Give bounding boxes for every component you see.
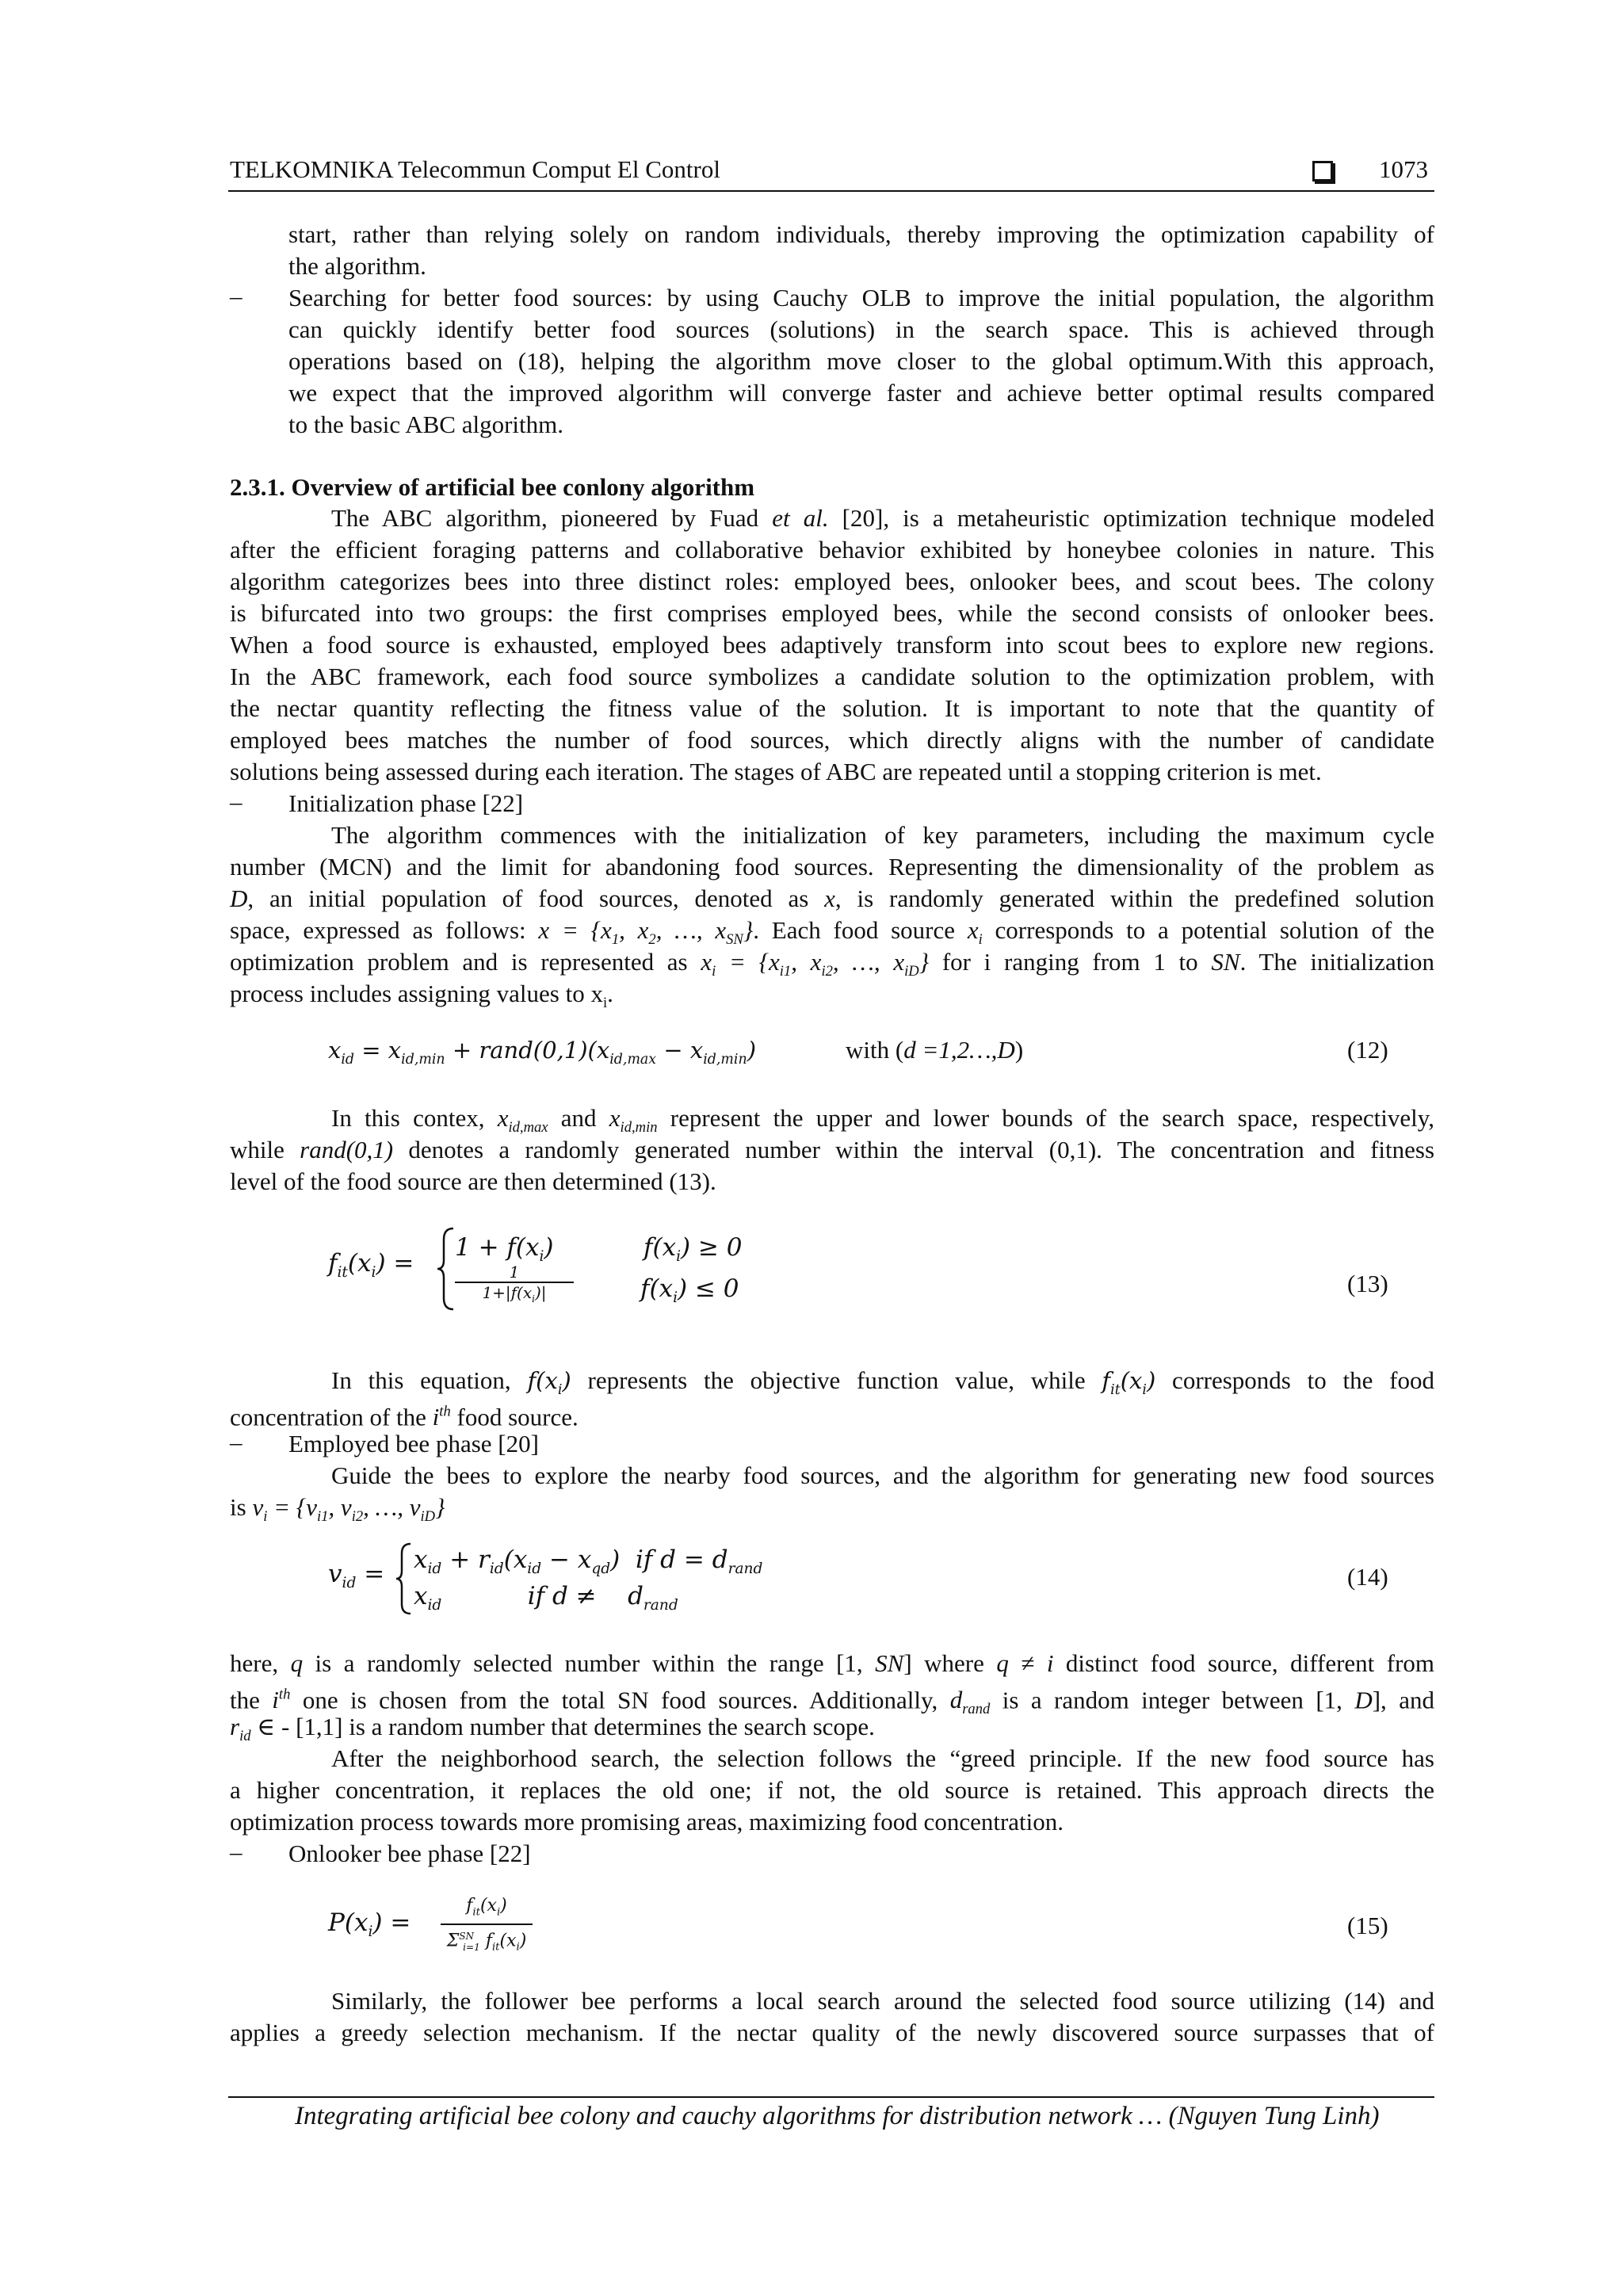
page-number: 1073 (1379, 155, 1428, 183)
text-line: here, q is a randomly selected number within the range [1, SN] where q ≠ i distinct food source, different from (230, 1649, 1435, 1677)
text-line: the $i^{th}$ one is chosen from the total SN food sources. Additionally, $d_{rand}$ is a random integer between [1, D], and (230, 1686, 1434, 1718)
equation-13-fraction (455, 1263, 574, 1308)
text-line: is bifurcated into two groups: the first comprises employed bees, while the second consists of onlooker bees. (230, 599, 1434, 627)
equation-number: (15) (1347, 1912, 1388, 1939)
text-line: The ABC algorithm, pioneered by Fuad et al. [20], is a metaheuristic optimization technique modeled (331, 504, 1434, 532)
equation-15-lhs: $P(x_i)$ = (328, 1908, 411, 1941)
equation-number: (12) (1347, 1036, 1388, 1064)
equation-12-condition: with (d =1,2…,D) (846, 1036, 1024, 1064)
section-heading: 2.3.1. Overview of artificial bee conlony algorithm (230, 473, 755, 501)
text-line: level of the food source are then determined (13). (230, 1167, 716, 1195)
text-line: start, rather than relying solely on random individuals, thereby improving the optimization capability of (288, 220, 1434, 248)
left-brace-icon (393, 1541, 415, 1617)
footer-rule (228, 2096, 1434, 2098)
text-line: we expect that the improved algorithm will converge faster and achieve better optimal results compared (288, 379, 1434, 407)
text-line: while rand(0,1) denotes a randomly generated number within the interval (0,1). The concentration and fitness (230, 1136, 1435, 1163)
text-line: In the ABC framework, each food source symbolizes a candidate solution to the optimization problem, with (230, 663, 1434, 690)
text-line: Searching for better food sources: by using Cauchy OLB to improve the initial population, the algorithm (288, 284, 1434, 311)
running-footer: Integrating artificial bee colony and cauchy algorithms for distribution network … (Nguyen Tung Linh) (295, 2102, 1380, 2130)
text-line: Guide the bees to explore the nearby food sources, and the algorithm for generating new food sources (331, 1461, 1434, 1489)
bullet-dash: – (230, 1428, 242, 1456)
header-rule (228, 190, 1434, 192)
init-phase-label: Initialization phase [22] (288, 789, 524, 817)
text-line: solutions being assessed during each iteration. The stages of ABC are repeated until a stopping criterion is met. (230, 758, 1322, 785)
text-line: can quickly identify better food sources (solutions) in the search space. This is achieved through (288, 315, 1434, 343)
checkbox-square-icon (1312, 161, 1333, 181)
text-line: optimization process towards more promising areas, maximizing food concentration. (230, 1808, 1064, 1836)
equation-number: (14) (1347, 1563, 1388, 1591)
equation-13-cond1: $f(x_i) \ge 0$ (643, 1233, 743, 1266)
equation-14-lhs: $v_{id}$ = (328, 1560, 385, 1592)
fraction-bar (441, 1924, 533, 1925)
running-header-journal: TELKOMNIKA Telecommun Comput El Control (230, 155, 720, 183)
bullet-dash: – (230, 1838, 242, 1866)
equation-13-lhs: $f_{it}(x_i)$ = (328, 1249, 414, 1282)
text-line: to the basic ABC algorithm. (288, 411, 563, 438)
text-line: In this contex, $x_{id,max}$ and $x_{id,min}$ represent the upper and lower bounds of the search space, respectively, (331, 1104, 1434, 1137)
text-line: Similarly, the follower bee performs a local search around the selected food source utilizing (14) and (331, 1987, 1434, 2015)
equation-13-cond2: $f(x_i) \le 0$ (640, 1274, 739, 1307)
text-line: the algorithm. (288, 252, 426, 280)
text-line: employed bees matches the number of food sources, which directly aligns with the number of candidate (230, 726, 1434, 754)
text-line: When a food source is exhausted, employed bees adaptively transform into scout bees to explore new regions. (230, 631, 1434, 659)
fraction-denominator: $\Sigma^{SN}_{i=1}$ $f_{it}(x_i)$ (446, 1931, 527, 1954)
equation-14-case2: $x_{id}$ if d ≠ $d_{rand}$ (414, 1582, 678, 1614)
text-line: After the neighborhood search, the selection follows the “greed principle. If the new food source has (331, 1744, 1434, 1772)
equation-14-case1: $x_{id} + r_{id}(x_{id} - x_{qd})$ if $d = d_{rand}$ (414, 1545, 763, 1578)
text-line: space, expressed as follows: $x = \{x_1$, $x_2$, …, $x_{SN}$}. Each food source $x_i$ corresponds to a potential solution of the (230, 916, 1435, 949)
employed-phase-label: Employed bee phase [20] (288, 1430, 539, 1457)
text-line: number (MCN) and the limit for abandoning food sources. Representing the dimensionality of the problem as (230, 853, 1434, 881)
text-line: process includes assigning values to $x_i$. (230, 980, 613, 1012)
text-line: applies a greedy selection mechanism. If the nectar quality of the newly discovered source surpasses that of (230, 2019, 1434, 2046)
text-line: algorithm categorizes bees into three distinct roles: employed bees, onlooker bees, and scout bees. The colony (230, 567, 1434, 595)
onlooker-phase-label: Onlooker bee phase [22] (288, 1839, 531, 1867)
equation-12-body: $x_{id} = x_{id,min}$ + $rand(0,1)(x_{id,max} - x_{id,min})$ (328, 1037, 757, 1068)
text-line: after the efficient foraging patterns and collaborative behavior exhibited by honeybee colonies in nature. This (230, 536, 1434, 563)
fraction-numerator: 1 (509, 1263, 520, 1282)
text-line: In this equation, $f(x_i)$ represents the objective function value, while $f_{it}(x_i)$ corresponds to the food (331, 1366, 1434, 1398)
text-line: a higher concentration, it replaces the old one; if not, the old source is retained. This approach directs the (230, 1776, 1434, 1804)
text-line: is $v_i = \{v_{i1}$, $v_{i2}$, …, $v_{iD}$} (230, 1493, 445, 1526)
text-line: the nectar quantity reflecting the fitness value of the solution. It is important to note that the quantity of (230, 694, 1434, 722)
equation-15-fraction (441, 1896, 533, 1958)
fraction-numerator: $f_{it}(x_i)$ (466, 1896, 507, 1919)
equation-number: (13) (1347, 1270, 1388, 1297)
bullet-dash: – (230, 788, 242, 816)
text-line: concentration of the $i^{th}$ food source. (230, 1403, 579, 1431)
text-line: $r_{id}$ ∈ - [1,1] is a random number that determines the search scope. (230, 1713, 875, 1745)
fraction-denominator: $1+|f(x_i)|$ (482, 1283, 547, 1305)
bullet-dash: – (230, 282, 242, 310)
equation-13-case1: $1 + f(x_i)$ (455, 1233, 554, 1266)
text-line: optimization problem and is represented as $x_i = \{x_{i1}$, $x_{i2}$, …, $x_{iD}$} for i ranging from 1 to SN. The initialization (230, 948, 1435, 980)
text-line: operations based on (18), helping the algorithm move closer to the global optimum.With this approach, (288, 347, 1434, 375)
text-line: D, an initial population of food sources, denoted as x, is randomly generated within the predefined solution (230, 884, 1434, 912)
text-line: The algorithm commences with the initialization of key parameters, including the maximum cycle (331, 821, 1434, 849)
